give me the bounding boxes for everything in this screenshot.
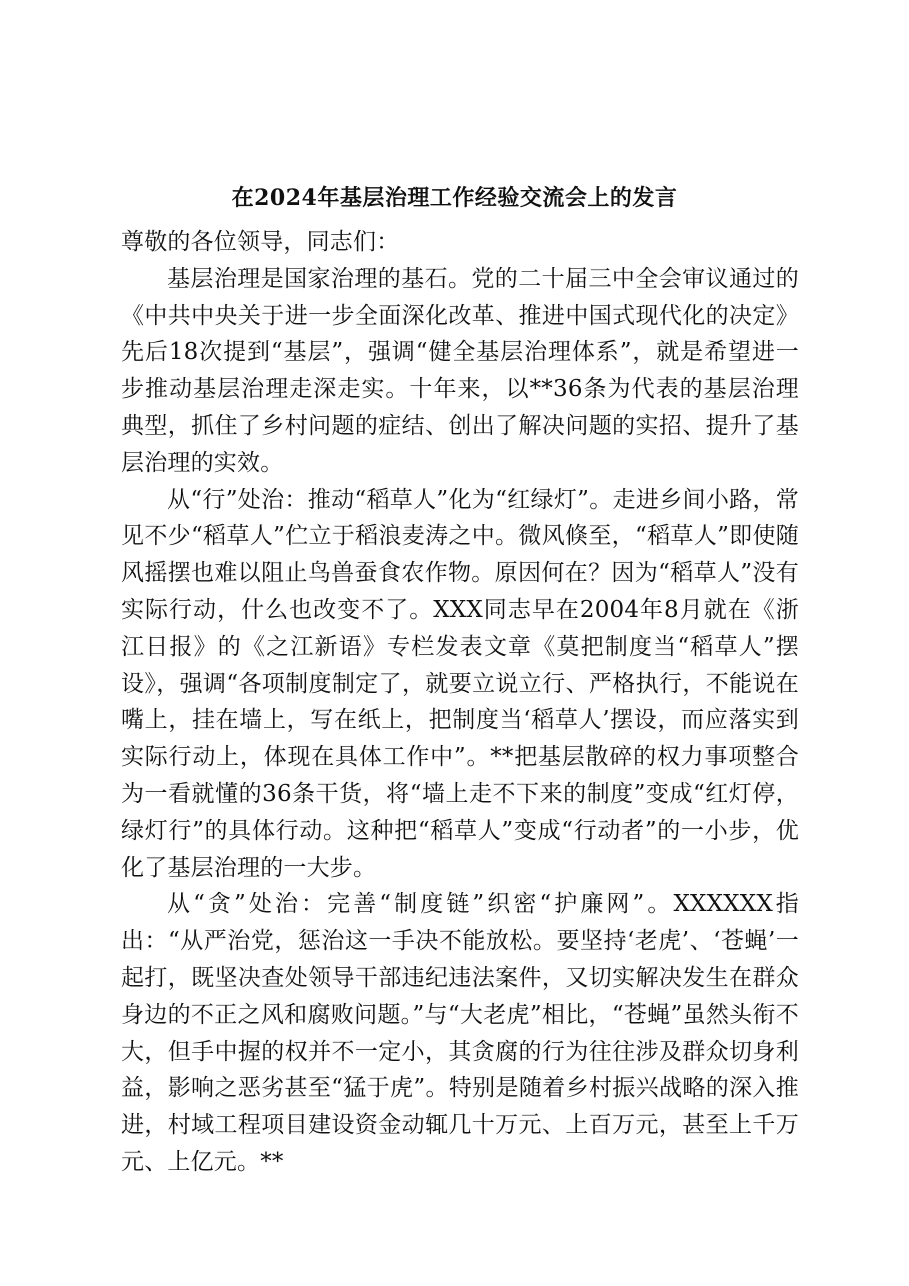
- paragraph-3: 从“贪”处治：完善“制度链”织密“护廉网”。XXXXXX指出：“从严治党，惩治这一手决不能放松。要坚持‘老虎’、‘苍蝇’一起打，既坚决查处领导干部违纪违法案件，又切实解决发生在群众身边的不正之风和腐败问题。”与“大老虎”相比，“苍蝇”虽然头衔不大，但手中握的权并不一定小，其贪腐的行为往往涉及群众切身利益，影响之恶劣甚至“猛于虎”。特别是随着乡村振兴战略的深入推进，村域工程项目建设资金动辄几十万元、上百万元，甚至上千万元、上亿元。**: [121, 891, 799, 1175]
- paragraph-2: 从“行”处治：推动“稻草人”化为“红绿灯”。走进乡间小路，常见不少“稻草人”伫立于稻浪麦涛之中。微风倏至，“稻草人”即使随风摇摆也难以阻止鸟兽蚕食农作物。原因何在？因为“稻草人”没有实际行动，什么也改变不了。XXX同志早在2004年8月就在《浙江日报》的《之江新语》专栏发表文章《莫把制度当“稻草人”摆设》，强调“各项制度制定了，就要立说立行、严格执行，不能说在嘴上，挂在墙上，写在纸上，把制度当‘稻草人’摆设，而应落实到实际行动上，体现在具体工作中”。**把基层散碎的权力事项整合为一看就懂的36条干货，将“墙上走不下来的制度”变成“红灯停，绿灯行”的具体行动。这种把“稻草人”变成“行动者”的一小步，优化了基层治理的一大步。: [121, 486, 799, 881]
- document-title: 在2024年基层治理工作经验交流会上的发言: [231, 185, 678, 211]
- salutation: 尊敬的各位领导，同志们：: [121, 229, 400, 255]
- document-body: [121, 224, 799, 1181]
- paragraph-1: 基层治理是国家治理的基石。党的二十届三中全会审议通过的《中共中央关于进一步全面深化改革、推进中国式现代化的决定》先后18次提到“基层”，强调“健全基层治理体系”，就是希望进一步推动基层治理走深走实。十年来，以**36条为代表的基层治理典型，抓住了乡村问题的症结、创出了解决问题的实招、提升了基层治理的实效。: [121, 265, 799, 476]
